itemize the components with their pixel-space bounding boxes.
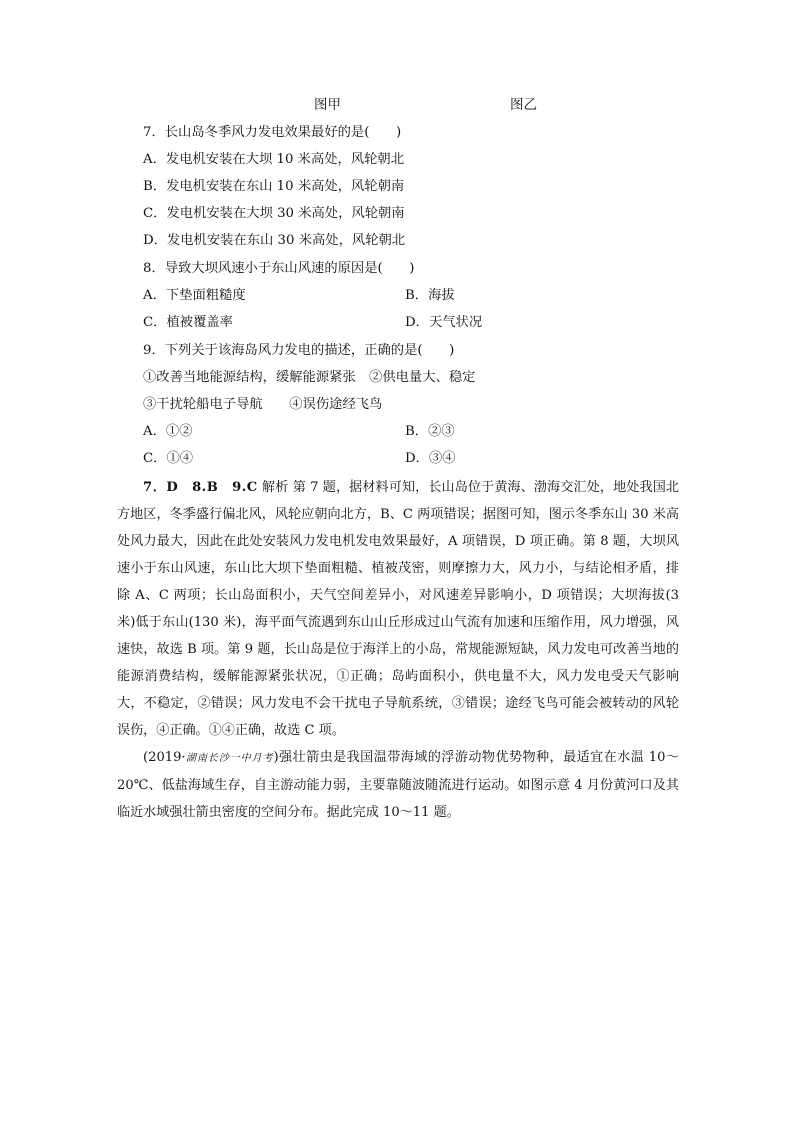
- question-9-option-a: A．①②: [143, 424, 193, 439]
- question-7-stem: 7．长山岛冬季风力发电效果最好的是( ): [143, 125, 402, 140]
- question-9-stem: 9．下列关于该海岛风力发电的描述，正确的是( ): [143, 343, 455, 358]
- material-text: 强壮箭虫是我国温带海域的浮游动物优势物种，最适宜在水温 10～20℃、低盐海域生存，自主游动能力弱，主要靠随波随流进行运动。如图示意 4 月份黄河口及其临近水域强壮箭虫密度的空间分布。据此完成 10～11 题。: [117, 750, 679, 820]
- answer-explanation: [117, 474, 679, 744]
- question-9-option-b: B．②③: [405, 424, 455, 439]
- question-9-statement-3-4: ③干扰轮船电子导航 ④误伤途经飞鸟: [143, 397, 383, 412]
- material-intro: [117, 744, 679, 826]
- question-7-option-a: A．发电机安装在大坝 10 米高处，风轮朝北: [143, 152, 405, 167]
- question-9-option-c: C．①④: [143, 451, 194, 466]
- question-7-option-b: B．发电机安装在东山 10 米高处，风轮朝南: [143, 179, 405, 194]
- material-year-close: ): [273, 750, 279, 765]
- explanation-label: 解析: [262, 480, 289, 495]
- explanation-text: 第 7 题，据材料可知，长山岛位于黄海、渤海交汇处，地处我国北方地区，冬季盛行偏北风，风轮应朝向北方，B、C 两项错误；据图可知，图示冬季东山 30 米高处风力最大，因此在此处安装风力发电机发电效果最好，A 项错误，D 项正确。第 8 题，大坝风速小于东山风速，东山比大坝下垫面粗糙、植被茂密，则摩擦力大，风力小，与结论相矛盾，排除 A、C 两项；长山岛面积小，天气空间差异小，对风速差异影响小，D 项错误；大坝海拔(3 米)低于东山(130 米)，海平面气流遇到东山山丘形成过山气流有加速和压缩作用，风力增强，风速快，故选 B 项。第 9 题，长山岛是位于海洋上的小岛，常规能源短缺，风力发电可改善当地的能源消费结构，缓解能源紧张状况，①正确；岛屿面积小，供电量不大，风力发电受天气影响大，不稳定，②错误；风力发电不会干扰电子导航系统，③错误；途经飞鸟可能会被转动的风轮误伤，④正确。①④正确，故选 C 项。: [117, 480, 680, 738]
- question-8-stem: 8．导致大坝风速小于东山风速的原因是( ): [143, 261, 415, 276]
- figure-caption-yi: 图乙: [510, 97, 537, 113]
- question-8-option-c: C．植被覆盖率: [143, 315, 233, 330]
- question-7-option-d: D．发电机安装在东山 30 米高处，风轮朝北: [143, 233, 406, 248]
- figure-caption-jia: 图甲: [314, 97, 341, 113]
- question-8-option-b: B．海拔: [405, 288, 455, 303]
- question-9-statement-1-2: ①改善当地能源结构，缓解能源紧张 ②供电量大、稳定: [143, 370, 476, 385]
- question-8-option-d: D．天气状况: [405, 315, 483, 330]
- answer-key: 7．D 8.B 9.C: [143, 480, 258, 495]
- question-7-option-c: C．发电机安装在大坝 30 米高处，风轮朝南: [143, 206, 405, 221]
- question-9-option-d: D．③④: [405, 451, 456, 466]
- material-year-open: (2019·: [143, 750, 186, 765]
- material-source: 湖南长沙一中月考: [185, 753, 274, 764]
- question-8-option-a: A．下垫面粗糙度: [143, 288, 246, 303]
